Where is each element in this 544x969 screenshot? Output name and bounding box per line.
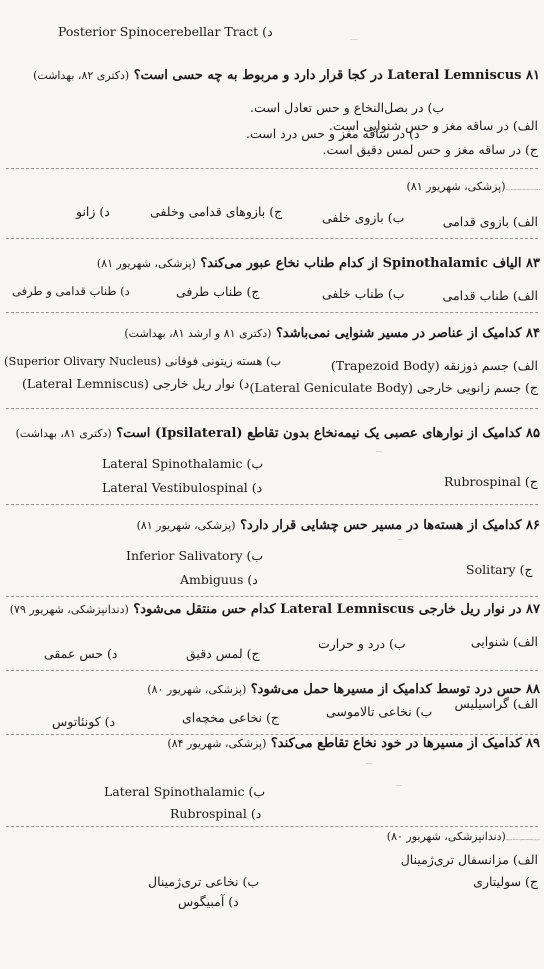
divider: [6, 670, 538, 671]
divider: [6, 408, 538, 409]
q86-option-c: Solitary (ج: [466, 562, 533, 577]
question-text: عمدتاً در کدام قسمت کپسول داخلی قرار دارد؟: [505, 190, 526, 191]
q88-option-c: ج) نخاعی مخچه‌ای: [182, 710, 279, 725]
question-89: [167, 736, 540, 751]
divider: [6, 596, 538, 597]
q84-option-a: الف) جسم ذوزنقه (Trapezoid Body): [330, 358, 538, 373]
question-suffix: است؟: [116, 426, 151, 441]
q82-option-a: الف) بازوی قدامی: [442, 214, 538, 229]
question-text: کدامیک از عناصر در مسیر شنوایی نمی‌باشد؟: [275, 326, 522, 341]
q90-option-c: ج) سولیتاری: [473, 874, 538, 889]
question-text: حس عمقی: [533, 840, 539, 841]
q89-option-b: Lateral Spinothalamic (ب: [104, 784, 266, 799]
q85-option-d: Lateral Vestibulospinal (د: [102, 480, 263, 495]
question-source: (دندانپزشکی، شهریور ۷۹): [9, 603, 129, 616]
q81-option-c: ج) در ساقه مغز و حس لمس دقیق است.: [322, 142, 538, 157]
q89-option-d: Rubrospinal (د: [170, 806, 262, 821]
question-source: (دکتری ۸۲، بهداشت): [33, 69, 130, 82]
q83-option-c: ج) طناب طرفی: [176, 284, 260, 299]
question-number: ۸۳: [526, 256, 540, 271]
q84-option-d: د) نوار ریل خارجی (Lateral Lemniscus): [22, 376, 250, 391]
q81-option-a: الف) در ساقه مغز و حس شنوایی است.: [328, 118, 538, 133]
q81-option-b: ب) در بصل‌النخاع و حس تعادل است.: [250, 100, 445, 115]
question-source: (پزشکی، شهریور ۸۱): [136, 519, 236, 532]
question-source: (پزشکی، شهریور ۸۱): [96, 257, 196, 270]
q86-option-b: Inferior Salivatory (ب: [126, 548, 264, 563]
question-90: [387, 830, 540, 843]
question-87: [10, 602, 540, 617]
question-suffix: کدام حس منتقل می‌شود؟: [133, 602, 276, 617]
question-83: [97, 256, 540, 271]
question-number: ۸۷: [526, 602, 540, 617]
question-number: ۸۲: [538, 190, 540, 191]
q84-option-b: ب) هسته زیتونی فوقانی (Superior Olivary Nucleus): [4, 354, 282, 368]
divider: [6, 826, 538, 827]
question-term: (Ipsilateral): [154, 426, 243, 441]
question-number: ۸۴: [526, 326, 540, 341]
question-prefix: رشته‌های: [534, 190, 539, 191]
q87-option-c: ج) لمس دقیق: [186, 646, 260, 661]
q83-option-b: ب) طناب خلفی: [322, 286, 405, 301]
question-text: در کجا قرار دارد و مربوط به چه حسی است؟: [133, 68, 383, 83]
question-suffix: عضلات‌جونده به کدام هسته منتقل می‌شود؟: [506, 840, 525, 841]
divider: [6, 734, 538, 735]
q85-option-b: Lateral Spinothalamic (ب: [102, 456, 264, 471]
question-source: (پزشکی، شهریور ۸۰): [147, 683, 247, 696]
question-text: حس درد توسط کدامیک از مسیرها حمل می‌شود؟: [250, 682, 522, 697]
question-term: Lateral Lemniscus: [280, 602, 415, 617]
q88-option-a: الف) گراسیلیس: [454, 696, 538, 711]
q83-option-d: د) طناب قدامی و طرفی: [12, 284, 130, 298]
question-source: (پزشکی، شهریور ۸۴): [167, 737, 267, 750]
q87-option-a: الف) شنوایی: [470, 634, 538, 649]
q90-option-a: الف) مزانسفال تری‌ژمینال: [400, 852, 538, 867]
q82-option-c: ج) بازوهای قدامی وخلفی: [150, 204, 283, 219]
question-number: ۸۸: [526, 682, 540, 697]
question-term: Lateral Lemniscus: [387, 68, 522, 83]
question-81: [33, 68, 540, 83]
question-text: کدامیک از نوارهای عصبی یک نیمه‌نخاع بدون تقاطع: [247, 426, 522, 441]
question-85: [16, 426, 540, 441]
question-number: ۹۰: [538, 840, 540, 841]
q90-option-d: د) آمبیگوس: [178, 894, 239, 909]
q88-option-d: د) کونئاتوس: [52, 714, 116, 729]
q82-option-d: د) زانو: [76, 204, 110, 219]
question-number: ۸۵: [526, 426, 540, 441]
question-text: کدامیک از مسیرها در خود نخاع تقاطع می‌کند؟: [270, 736, 522, 751]
question-number: ۸۱: [526, 68, 540, 83]
question-82: [407, 180, 540, 193]
q87-option-b: ب) درد و حرارت: [318, 636, 406, 651]
q88-option-b: ب) نخاعی تالاموسی: [326, 704, 433, 719]
divider: [6, 168, 538, 169]
question-source: (پزشکی، شهریور ۸۱): [406, 180, 506, 193]
question-term: (Proprioceptive): [524, 840, 534, 841]
question-text: در نوار ریل خارجی: [418, 602, 522, 617]
q90-option-b: ب) نخاعی تری‌ژمینال: [148, 874, 260, 889]
question-88: [147, 682, 540, 697]
q84-option-c: ج) جسم زانویی خارجی (Lateral Geniculate Body): [249, 380, 538, 395]
question-84: [124, 326, 540, 341]
prev-option-d: Posterior Spinocerebellar Tract (د: [58, 24, 273, 39]
q85-option-c: Rubrospinal (ج: [444, 474, 538, 489]
q82-option-b: ب) بازوی خلفی: [322, 210, 405, 225]
divider: [6, 504, 538, 505]
q87-option-d: د) حس عمقی: [44, 646, 118, 661]
q83-option-a: الف) طناب قدامی: [442, 288, 538, 303]
question-source: (دکتری ۸۱ و ارشد ۸۱، بهداشت): [124, 327, 272, 340]
divider: [6, 238, 538, 239]
question-number: ۸۹: [526, 736, 540, 751]
divider: [6, 312, 538, 313]
q86-option-d: Ambiguus (د: [180, 572, 258, 587]
question-number: ۸۶: [526, 518, 540, 533]
question-prefix: الیاف: [492, 256, 522, 271]
question-source: (دندانپزشکی، شهریور ۸۰): [386, 830, 506, 843]
question-source: (دکتری ۸۱، بهداشت): [15, 427, 112, 440]
question-86: [137, 518, 540, 533]
question-text: از کدام طناب نخاع عبور می‌کند؟: [200, 256, 379, 271]
q81-option-d: د) در ساقه مغز و حس درد است.: [246, 126, 420, 141]
question-term: Cortico Nuclear: [525, 190, 535, 191]
question-term: Spinothalamic: [382, 256, 489, 271]
question-text: کدامیک از هسته‌ها در مسیر حس چشایی قرار دارد؟: [240, 518, 522, 533]
